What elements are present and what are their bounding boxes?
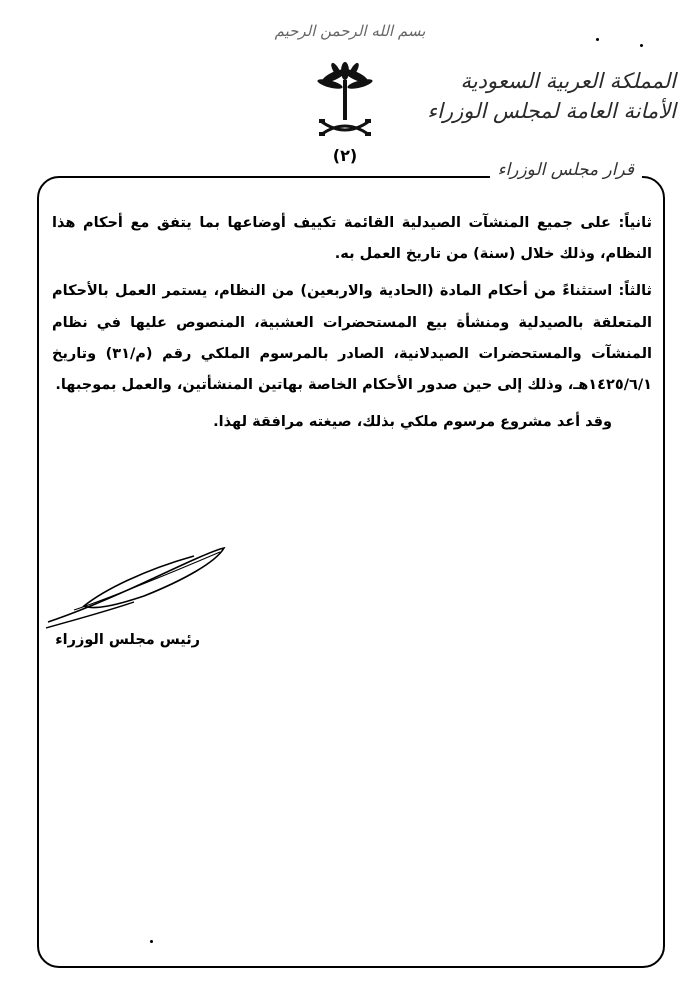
frame-label: قرار مجلس الوزراء xyxy=(490,160,642,180)
scan-speck xyxy=(596,38,599,41)
clause-three-text: استثناءً من أحكام المادة (الحادية والاربعين) من النظام، يستمر العمل بالأحكام المتعلقة بالصيدلية ومنشأة بيع المستحضرات العشبية، المنصوص عليها في نظام المنشآت والمستحضرات الصيدلانية، الصادر بالمرسوم الملكي رقم (م/٣١) وتاريخ ١٤٢٥/٦/١هـ، وذلك إلى حين صدور الأحكام الخاصة بهاتين المنشأتين، والعمل بموجبها. xyxy=(52,283,652,394)
basmala-heading: بسم الله الرحمن الرحيم xyxy=(274,22,426,40)
kingdom-name: المملكة العربية السعودية xyxy=(460,69,676,93)
scan-speck xyxy=(640,44,643,47)
closing-statement: وقد أعد مشروع مرسوم ملكي بذلك، صيغته مرافقة لهذا. xyxy=(213,414,612,431)
clause-two-label: ثانياً: xyxy=(618,215,652,231)
clause-two xyxy=(52,208,652,270)
clause-three-label: ثالثاً: xyxy=(618,283,652,300)
saudi-emblem-icon xyxy=(316,62,374,146)
clause-three xyxy=(52,276,652,401)
decision-body xyxy=(52,208,652,444)
page-number: (٢) xyxy=(332,146,358,165)
handwritten-signature xyxy=(44,540,234,632)
signer-title: رئيس مجلس الوزراء xyxy=(55,632,200,648)
secretariat-name: الأمانة العامة لمجلس الوزراء xyxy=(427,99,676,123)
scan-speck xyxy=(150,940,153,943)
government-header xyxy=(427,66,676,126)
clause-two-text: على جميع المنشآت الصيدلية القائمة تكييف أوضاعها بما يتفق مع أحكام هذا النظام، وذلك خلال (سنة) من تاريخ العمل به. xyxy=(52,215,652,263)
